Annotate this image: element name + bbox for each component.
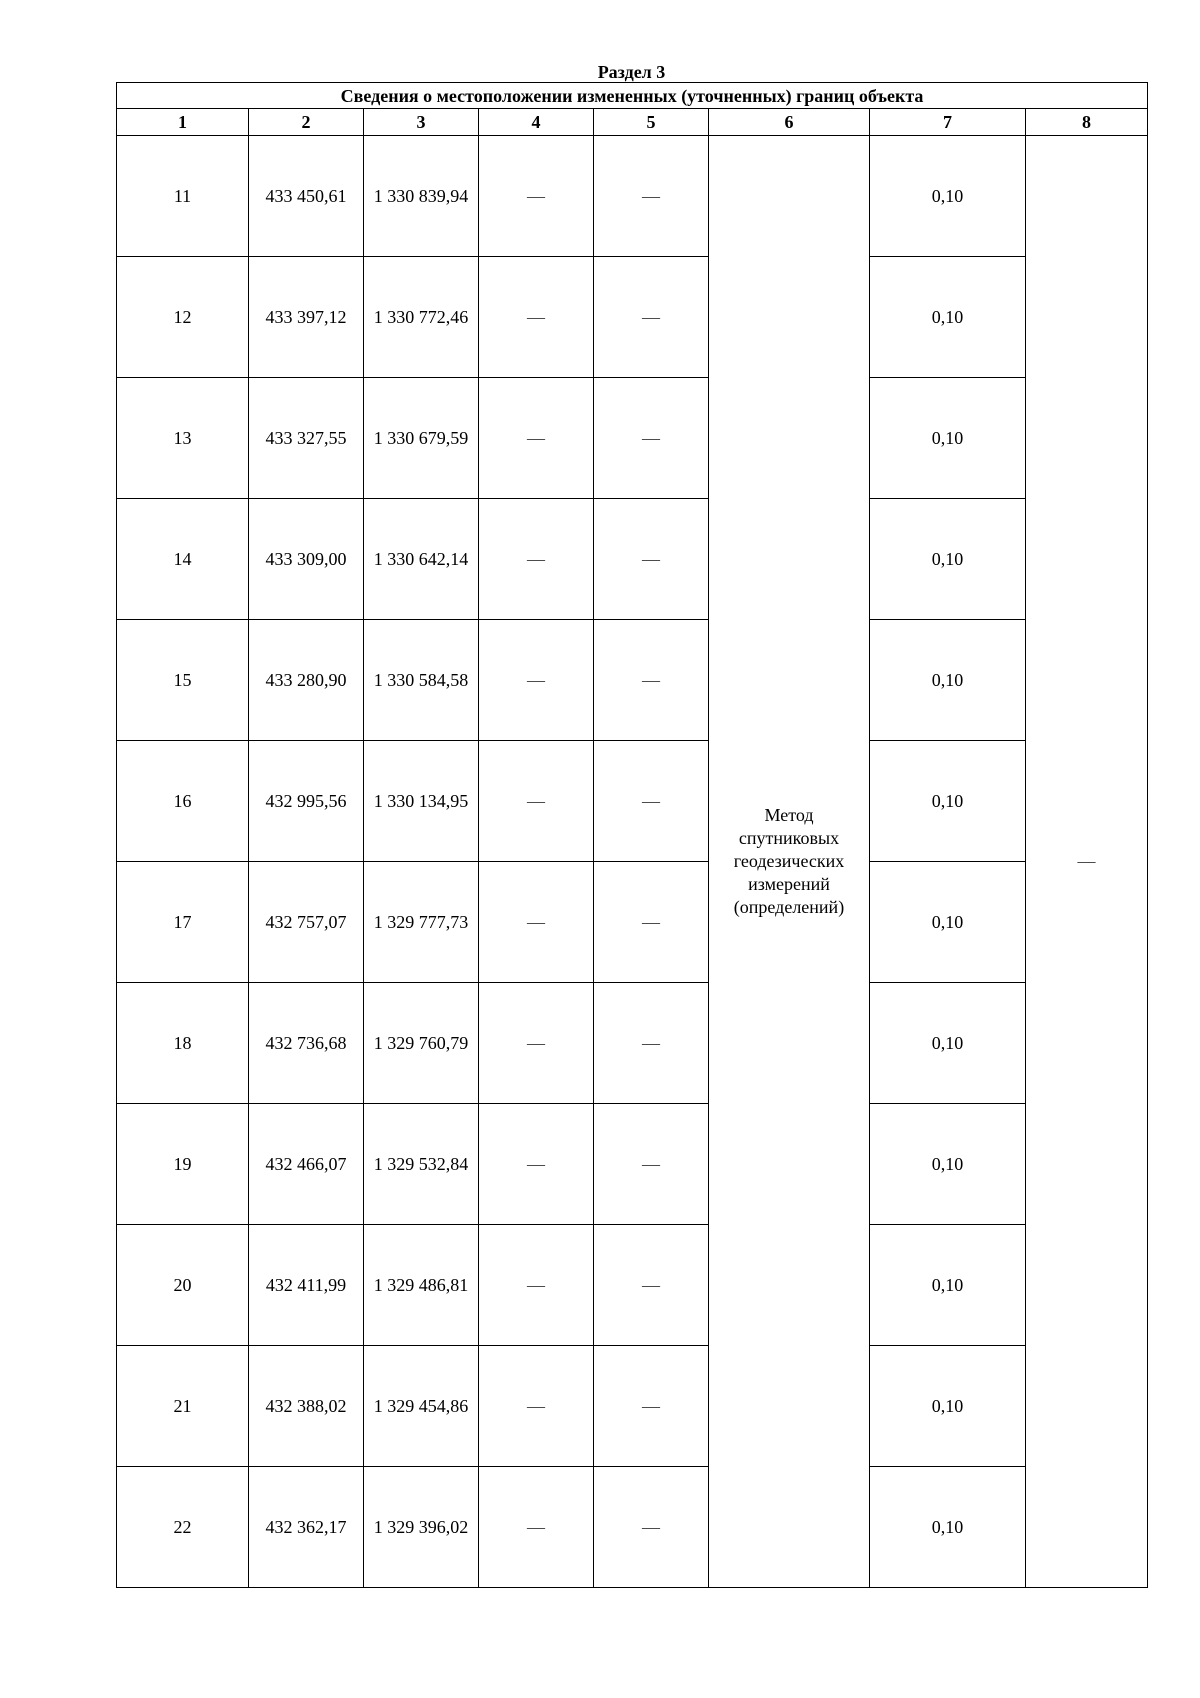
column-5-cell: — xyxy=(594,620,709,741)
accuracy-cell: 0,10 xyxy=(870,1467,1026,1588)
x-coordinate-cell: 433 309,00 xyxy=(249,499,364,620)
column-5-cell: — xyxy=(594,1225,709,1346)
column-number: 7 xyxy=(870,109,1026,136)
method-line: Метод xyxy=(764,805,814,825)
accuracy-cell: 0,10 xyxy=(870,862,1026,983)
accuracy-cell: 0,10 xyxy=(870,620,1026,741)
column-number: 1 xyxy=(117,109,249,136)
column-4-cell: — xyxy=(479,1467,594,1588)
point-number-cell: 22 xyxy=(117,1467,249,1588)
point-number-cell: 14 xyxy=(117,499,249,620)
table-row xyxy=(117,741,1148,862)
method-cell xyxy=(709,136,870,1588)
y-coordinate-cell: 1 330 134,95 xyxy=(364,741,479,862)
x-coordinate-cell: 432 388,02 xyxy=(249,1346,364,1467)
column-4-cell: — xyxy=(479,499,594,620)
y-coordinate-cell: 1 330 839,94 xyxy=(364,136,479,257)
y-coordinate-cell: 1 330 679,59 xyxy=(364,378,479,499)
accuracy-cell: 0,10 xyxy=(870,983,1026,1104)
x-coordinate-cell: 432 995,56 xyxy=(249,741,364,862)
y-coordinate-cell: 1 330 642,14 xyxy=(364,499,479,620)
column-5-cell: — xyxy=(594,499,709,620)
point-number-cell: 11 xyxy=(117,136,249,257)
method-line: спутниковых xyxy=(738,828,840,848)
y-coordinate-cell: 1 330 584,58 xyxy=(364,620,479,741)
table-row xyxy=(117,1225,1148,1346)
column-5-cell: — xyxy=(594,378,709,499)
method-line: измерений xyxy=(748,874,830,894)
column-number: 6 xyxy=(709,109,870,136)
method-line: геодезических xyxy=(733,851,845,871)
point-number-cell: 15 xyxy=(117,620,249,741)
column-number: 2 xyxy=(249,109,364,136)
column-4-cell: — xyxy=(479,1225,594,1346)
column-4-cell: — xyxy=(479,1104,594,1225)
column-4-cell: — xyxy=(479,257,594,378)
point-number-cell: 21 xyxy=(117,1346,249,1467)
column-5-cell: — xyxy=(594,1104,709,1225)
x-coordinate-cell: 432 466,07 xyxy=(249,1104,364,1225)
x-coordinate-cell: 433 280,90 xyxy=(249,620,364,741)
accuracy-cell: 0,10 xyxy=(870,136,1026,257)
method-line: (определений) xyxy=(733,897,845,917)
column-5-cell: — xyxy=(594,1346,709,1467)
y-coordinate-cell: 1 329 760,79 xyxy=(364,983,479,1104)
x-coordinate-cell: 433 397,12 xyxy=(249,257,364,378)
y-coordinate-cell: 1 329 486,81 xyxy=(364,1225,479,1346)
column-5-cell: — xyxy=(594,136,709,257)
column-5-cell: — xyxy=(594,257,709,378)
accuracy-cell: 0,10 xyxy=(870,1225,1026,1346)
table-row xyxy=(117,257,1148,378)
column-5-cell: — xyxy=(594,741,709,862)
column-4-cell: — xyxy=(479,741,594,862)
point-number-cell: 13 xyxy=(117,378,249,499)
point-number-cell: 18 xyxy=(117,983,249,1104)
column-number: 3 xyxy=(364,109,479,136)
column-4-cell: — xyxy=(479,136,594,257)
x-coordinate-cell: 432 736,68 xyxy=(249,983,364,1104)
column-number-row xyxy=(117,109,1148,136)
column-5-cell: — xyxy=(594,862,709,983)
y-coordinate-cell: 1 329 396,02 xyxy=(364,1467,479,1588)
column-number: 4 xyxy=(479,109,594,136)
point-number-cell: 19 xyxy=(117,1104,249,1225)
column-number: 8 xyxy=(1026,109,1148,136)
x-coordinate-cell: 433 450,61 xyxy=(249,136,364,257)
table-row xyxy=(117,1467,1148,1588)
x-coordinate-cell: 432 362,17 xyxy=(249,1467,364,1588)
accuracy-cell: 0,10 xyxy=(870,1104,1026,1225)
section-title: Раздел 3 xyxy=(597,62,666,82)
point-number-cell: 17 xyxy=(117,862,249,983)
column-4-cell: — xyxy=(479,1346,594,1467)
table-row xyxy=(117,1346,1148,1467)
y-coordinate-cell: 1 329 777,73 xyxy=(364,862,479,983)
column-5-cell: — xyxy=(594,983,709,1104)
table-row xyxy=(117,862,1148,983)
table-row xyxy=(117,136,1148,257)
table-caption: Сведения о местоположении измененных (уточненных) границ объекта xyxy=(117,83,1148,109)
accuracy-cell: 0,10 xyxy=(870,499,1026,620)
column-4-cell: — xyxy=(479,862,594,983)
table-row xyxy=(117,620,1148,741)
x-coordinate-cell: 433 327,55 xyxy=(249,378,364,499)
y-coordinate-cell: 1 329 454,86 xyxy=(364,1346,479,1467)
point-number-cell: 12 xyxy=(117,257,249,378)
column-8-cell: — xyxy=(1026,136,1148,1588)
x-coordinate-cell: 432 411,99 xyxy=(249,1225,364,1346)
point-number-cell: 16 xyxy=(117,741,249,862)
column-4-cell: — xyxy=(479,378,594,499)
table-row xyxy=(117,1104,1148,1225)
column-4-cell: — xyxy=(479,620,594,741)
boundary-table xyxy=(116,82,1148,1588)
accuracy-cell: 0,10 xyxy=(870,1346,1026,1467)
column-5-cell: — xyxy=(594,1467,709,1588)
accuracy-cell: 0,10 xyxy=(870,741,1026,862)
column-number: 5 xyxy=(594,109,709,136)
table-row xyxy=(117,983,1148,1104)
point-number-cell: 20 xyxy=(117,1225,249,1346)
x-coordinate-cell: 432 757,07 xyxy=(249,862,364,983)
table-row xyxy=(117,499,1148,620)
y-coordinate-cell: 1 329 532,84 xyxy=(364,1104,479,1225)
accuracy-cell: 0,10 xyxy=(870,257,1026,378)
table-row xyxy=(117,378,1148,499)
column-4-cell: — xyxy=(479,983,594,1104)
accuracy-cell: 0,10 xyxy=(870,378,1026,499)
y-coordinate-cell: 1 330 772,46 xyxy=(364,257,479,378)
